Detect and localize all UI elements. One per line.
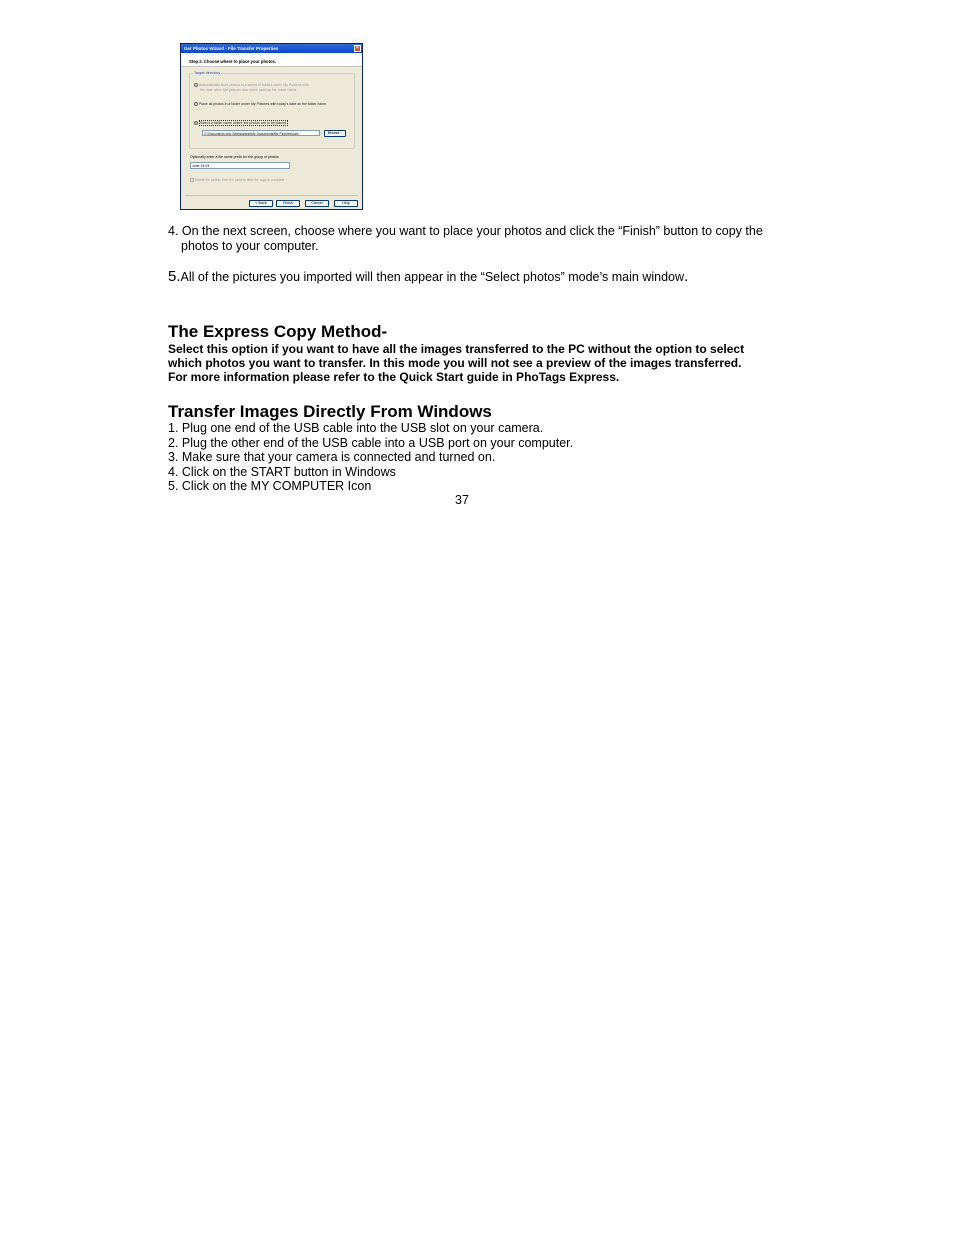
step-5	[168, 268, 688, 286]
close-icon: ×	[354, 45, 361, 52]
name-prefix-field: June 24 04	[190, 162, 290, 169]
option-date-folders	[194, 83, 309, 87]
option-select-folder	[194, 121, 288, 125]
transfer-step-2: 2. Plug the other end of the USB cable into a USB port on your computer.	[168, 436, 574, 450]
transfer-step-1: 1. Plug one end of the USB cable into the USB slot on your camera.	[168, 421, 544, 435]
finish-button: Finish	[276, 200, 300, 207]
wizard-dialog-screenshot	[180, 43, 363, 210]
radio-icon	[194, 83, 198, 87]
step-4-line-2: photos to your computer.	[181, 239, 319, 253]
folder-path-field: C:\Documents and Settings\test\My Documents\My Pictures\cam	[202, 130, 320, 136]
option-text: Place all photos in a folder under My Pictures with today's date as the folder name.	[199, 102, 328, 106]
express-line-2: which photos you want to transfer. In this mode you will not see a preview of the images transferred.	[168, 356, 742, 370]
target-directory-group	[189, 73, 355, 149]
step-5-number: 5.	[168, 268, 181, 285]
radio-icon	[194, 102, 198, 106]
dialog-title-bar	[181, 44, 362, 53]
option-today-folder	[194, 102, 327, 106]
step-5-period: .	[684, 268, 689, 285]
transfer-step-5: 5. Click on the MY COMPUTER Icon	[168, 479, 372, 493]
delete-after-copy-option	[190, 178, 285, 182]
step-4-line-1: 4. On the next screen, choose where you want to place your photos and click the “Finish” button to copy the	[168, 224, 763, 238]
help-button: Help	[334, 200, 358, 207]
dialog-divider	[185, 195, 358, 196]
dialog-title: Get Photos Wizard - File Transfer Properties	[184, 46, 279, 51]
express-heading: The Express Copy Method-	[168, 322, 388, 341]
option-text: Automatically store photos in a series of folders under My Pictures with	[199, 83, 309, 87]
transfer-step-4: 4. Click on the START button in Windows	[168, 465, 396, 479]
radio-selected-icon	[194, 121, 198, 125]
express-line-1: Select this option if you want to have all the images transferred to the PC without the option to select	[168, 342, 745, 356]
express-line-3: For more information please refer to the Quick Start guide in PhoTags Express.	[168, 370, 620, 384]
transfer-step-3: 3. Make sure that your camera is connected and turned on.	[168, 450, 496, 464]
step-5-text: All of the pictures you imported will then appear in the “Select photos” mode’s main window	[180, 270, 685, 284]
delete-label: Delete the photos from the camera after the copy is complete.	[195, 178, 286, 182]
group-label: Target directory	[194, 71, 221, 75]
dialog-step-heading: Step 2. Choose where to place your photos.	[181, 53, 362, 67]
name-prefix-label: Optionally enter a file name prefix for the group of photos:	[190, 155, 280, 159]
option-text: Select a folder name where the photos are to be placed.	[200, 121, 287, 125]
page-number: 37	[455, 493, 469, 507]
checkbox-icon	[190, 178, 194, 182]
option-date-folders-line2: the date when the pictures was taken used as the folder name.	[200, 88, 298, 92]
cancel-button: Cancel	[305, 200, 329, 207]
transfer-heading: Transfer Images Directly From Windows	[168, 402, 492, 421]
browse-button: Browse...	[324, 130, 346, 137]
back-button: < Back	[249, 200, 273, 207]
